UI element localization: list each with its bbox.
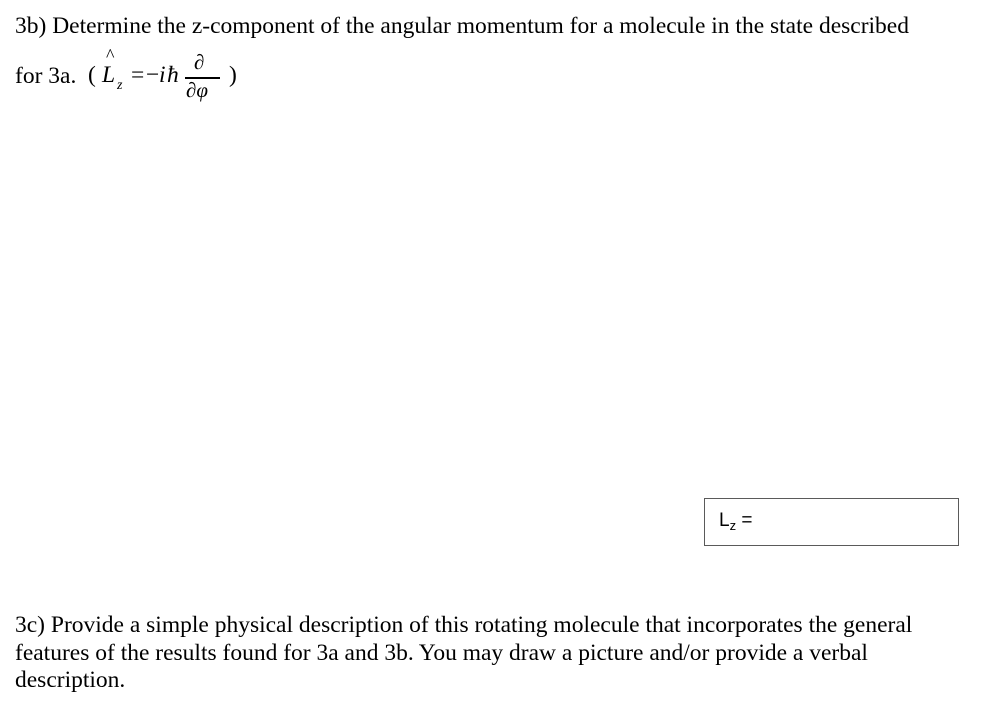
lz-label-main: L [719, 510, 730, 531]
question-3c-text: 3c) Provide a simple physical description of this rotating molecule that incorporates the general features of the results found for 3a and 3b. You may draw a picture and/or provide a verbal description. [15, 612, 913, 693]
lz-answer-label [719, 510, 752, 533]
lz-answer-field[interactable] [704, 498, 959, 546]
formula-minus: − [146, 62, 160, 88]
formula-open-paren: ( [88, 62, 96, 88]
formula-imaginary-unit: i [159, 62, 166, 88]
formula-operator-subscript: z [117, 78, 123, 93]
question-3b-line-1: 3b) Determine the z-component of the angular momentum for a molecule in the state described [15, 13, 909, 39]
formula-numerator: ∂ [194, 50, 205, 74]
formula-denominator: ∂φ [186, 78, 208, 102]
formula-operator-symbol: L [102, 62, 116, 88]
formula-operator-hat: ^ [106, 45, 115, 65]
formula-close-paren: ) [229, 62, 237, 88]
question-3b-line-2: for 3a. [15, 63, 77, 89]
lz-label-subscript: z [729, 518, 737, 533]
formula-hbar: ħ [167, 62, 179, 88]
angular-momentum-operator-formula [88, 44, 248, 118]
lz-label-equals: = [736, 510, 753, 531]
formula-equals: = [131, 62, 145, 88]
